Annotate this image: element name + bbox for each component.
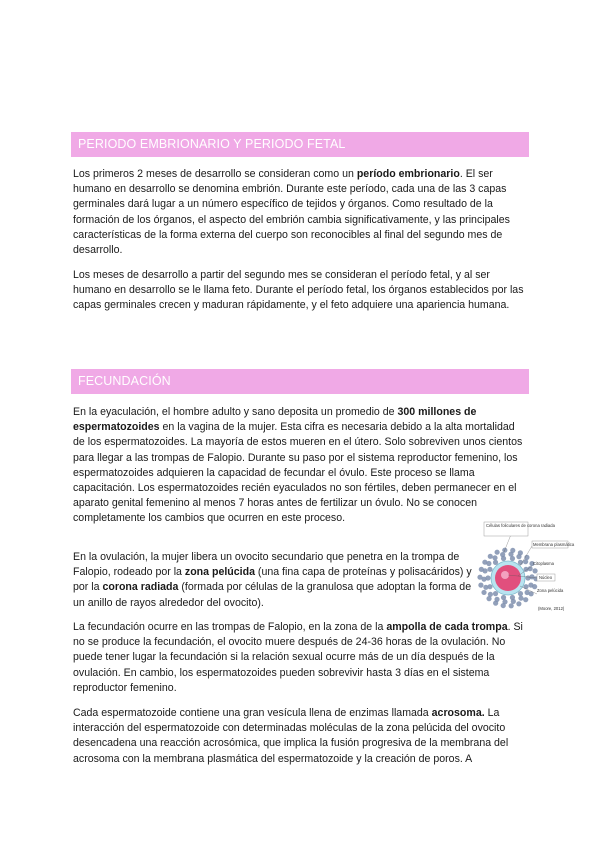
label-corona: Células foliculares de corona radiada	[486, 523, 555, 528]
oocyte-diagram	[482, 520, 575, 620]
bold-term: ampolla de cada trompa	[386, 621, 508, 633]
bold-term: corona radiada	[102, 581, 179, 594]
paragraph-embryonic-period: Los primeros 2 meses de desarrollo se consideran como un período embrionario. El ser humano en desarrollo se denomina embrión. Durante este período, cada una de las 3 capas germinales dará lugar a un número específico de tejidos y órganos. Como resultado de la formación de los órganos, el aspecto del embrión cambia significativamente, y las principales características de la forma externa del cuerpo son reconocibles al final del segundo mes de desarrollo.	[73, 168, 510, 257]
granulosa-cell	[477, 575, 482, 580]
granulosa-cell	[509, 603, 514, 608]
figure-credit: (Moore, 2012)	[538, 606, 565, 611]
granulosa-cell	[523, 584, 528, 589]
granulosa-cell	[500, 552, 505, 557]
label-citoplasma: Citoplasma	[533, 561, 554, 566]
granulosa-cell	[518, 596, 523, 601]
granulosa-cell	[493, 591, 498, 596]
granulosa-cell	[487, 567, 492, 572]
paragraph-fertilization-site: La fecundación ocurre en las trompas de Falopio, en la zona de la ampolla de cada trompa. Si no se produce la fecundación, el ovocito muere después de 24-36 horas de la ovulación. No puede tener lugar la fecundación si la relación sexual ocurre más de un día después de la ovulación. En cambio, los espermatozoides pueden sobrevivir hasta 3 días en el sistema reproductor femenino.	[73, 621, 523, 694]
granulosa-cell	[510, 548, 515, 553]
granulosa-cell	[481, 590, 486, 595]
granulosa-cell	[518, 550, 523, 555]
granulosa-cell	[482, 560, 487, 565]
granulosa-cell	[493, 601, 498, 606]
granulosa-cell	[492, 555, 497, 560]
section-heading-embryonic-fetal: PERIODO EMBRIONARIO Y PERIODO FETAL	[71, 132, 529, 157]
granulosa-cell	[516, 601, 521, 606]
granulosa-cell	[523, 597, 528, 602]
oocyte-cytoplasm	[495, 565, 521, 591]
bold-term: zona pelúcida	[184, 566, 255, 579]
paragraph-acrosome: Cada espermatozoide contiene una gran vesícula llena de enzimas llamada acrosoma. La interacción del espermatozoide con determinadas moléculas de la zona pelúcida del ovocito desencadena una reacción acrosómica, que implica la fusión progresiva de la membrana del acrosoma con la membrana plasmática del espermatozoide y la creación de poros. A	[73, 707, 509, 765]
section-heading-fecundacion: FECUNDACIÓN	[71, 369, 529, 394]
granulosa-cell	[479, 567, 484, 572]
bold-term: 300 millones de espermatozoides	[73, 406, 477, 434]
granulosa-cell	[486, 596, 491, 601]
granulosa-cell	[518, 591, 523, 596]
paragraph-ejaculation: En la eyaculación, el hombre adulto y sano deposita un promedio de 300 millones de espermatozoides en la vagina de la mujer. Esta cifra es necesaria debido a la alta mortalidad de los espermatozoides. La mayoría de estos mueren en el útero. Solo sobreviven unos cientos para llegar a las trompas de Falopio. Durante su paso por el sistema reproductor femenino, los espermatozoides adquieren la capacidad de fecundar el óvulo. Este proceso se llama capacitación. Los espermatozoides recién eyaculados no son fértiles, deben permanecer en el aparato genital femenino al menos 7 horas antes de fertilizar un óvulo. No se conocen completamente los cambios que ocurren en este proceso.	[73, 406, 523, 525]
granulosa-cell	[511, 599, 516, 604]
paragraph-ovulation: En la ovulación, la mujer libera un ovocito secundario que penetra en la trompa de Falopio, rodeado por la zona pelúcida (una fina capa de proteínas y polisacáridos) y por la corona radiada (formada por células de la granulosa que adoptan la forma de un anillo de rayos alrededor del ovocito).	[73, 551, 472, 609]
granulosa-cell	[483, 585, 488, 590]
granulosa-cell	[501, 603, 506, 608]
granulosa-cell	[488, 554, 493, 559]
bold-term: acrosoma.	[431, 707, 485, 719]
granulosa-cell	[493, 560, 498, 565]
bold-term: período embrionario	[356, 168, 460, 180]
oocyte-figure	[482, 520, 575, 620]
label-nucleo: Núcleo	[539, 575, 553, 580]
granulosa-cell	[495, 550, 500, 555]
granulosa-cell	[478, 583, 483, 588]
oocyte-nucleus	[501, 571, 509, 579]
granulosa-cell	[532, 568, 537, 573]
label-membrana: Membrana plasmática	[533, 542, 575, 547]
paragraph-fetal-period: Los meses de desarrollo a partir del segundo mes se consideran el período fetal, y al ser humano en desarrollo se le llama feto. Durante el período fetal, los órganos establecidos por las capas germinales crecen y maduran rápidamente, y el feto adquiere una apariencia humana.	[73, 269, 524, 312]
label-zona: Zona pelúcida	[537, 588, 564, 593]
